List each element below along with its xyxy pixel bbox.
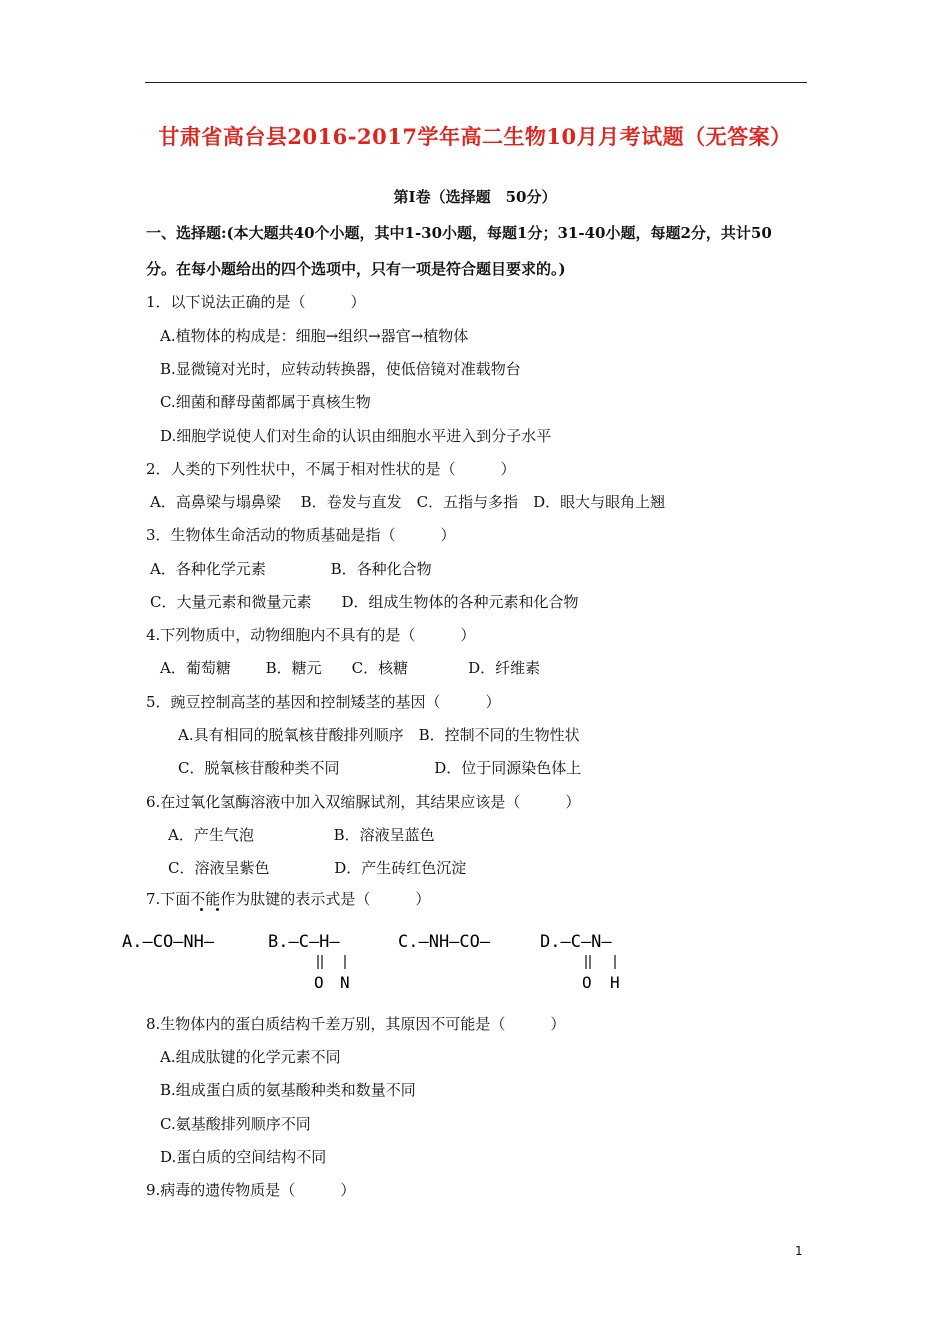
question-7-stem: 7.下面不能作为肽键的表示式是（ ） xyxy=(146,890,431,908)
formula-b-nitrogen: N xyxy=(340,973,350,992)
question-8-option-a: A.组成肽键的化学元素不同 xyxy=(160,1048,341,1066)
formula-d-hydrogen: H xyxy=(610,973,620,992)
formula-option-a: A.—CO—NH— xyxy=(122,932,215,952)
question-3-options-row-2: C．大量元素和微量元素 D．组成生物体的各种元素和化合物 xyxy=(150,593,579,611)
question-1-option-c: C.细菌和酵母菌都属于真核生物 xyxy=(160,393,371,411)
question-1-option-d: D.细胞学说使人们对生命的认识由细胞水平进入到分子水平 xyxy=(160,427,552,445)
formula-option-d: D.—C—N— xyxy=(540,932,612,952)
instructions-line-1: 一、选择题:(本大题共40个小题，其中1-30小题，每题1分；31-40小题，每题2分，共计50 xyxy=(146,224,772,242)
question-8-stem: 8.生物体内的蛋白质结构千差万别，其原因不可能是（ ） xyxy=(146,1015,566,1033)
question-6-options-row-2: C．溶液呈紫色 D．产生砖红色沉淀 xyxy=(168,859,467,877)
formula-b-oxygen: O xyxy=(314,973,324,992)
page-number: 1 xyxy=(795,1244,803,1258)
question-8-option-c: C.氨基酸排列顺序不同 xyxy=(160,1115,311,1133)
emphasis-dot xyxy=(200,908,203,911)
question-6-options-row-1: A．产生气泡 B．溶液呈蓝色 xyxy=(168,826,435,844)
question-4-stem: 4.下列物质中，动物细胞内不具有的是（ ） xyxy=(146,626,476,644)
question-2-options: A．高鼻梁与塌鼻梁 B．卷发与直发 C．五指与多指 D．眼大与眼角上翘 xyxy=(150,493,666,511)
question-3-stem: 3．生物体生命活动的物质基础是指（ ） xyxy=(146,526,456,544)
question-1-option-a: A.植物体的构成是：细胞→组织→器官→植物体 xyxy=(160,327,469,345)
emphasis-dot xyxy=(216,908,219,911)
formula-option-c: C.—NH—CO— xyxy=(398,932,491,952)
question-8-option-d: D.蛋白质的空间结构不同 xyxy=(160,1148,327,1166)
question-1-stem: 1．以下说法正确的是（ ） xyxy=(146,293,366,311)
instructions-line-2: 分。在每小题给出的四个选项中，只有一项是符合题目要求的。) xyxy=(146,260,566,278)
question-5-options-row-2: C．脱氧核苷酸种类不同 D．位于同源染色体上 xyxy=(178,759,582,777)
exam-title: 甘肃省高台县2016-2017学年高二生物10月月考试题（无答案） xyxy=(158,124,792,149)
formula-d-oxygen: O xyxy=(582,973,592,992)
question-3-options-row-1: A．各种化学元素 B．各种化合物 xyxy=(150,560,432,578)
question-1-option-b: B.显微镜对光时，应转动转换器，使低倍镜对准载物台 xyxy=(160,360,521,378)
header-rule xyxy=(145,82,807,83)
question-9-stem: 9.病毒的遗传物质是（ ） xyxy=(146,1181,356,1199)
question-6-stem: 6.在过氧化氢酶溶液中加入双缩脲试剂，其结果应该是（ ） xyxy=(146,793,581,811)
formula-option-b: B.—C—H— xyxy=(268,932,340,952)
question-5-options-row-1: A.具有相同的脱氧核苷酸排列顺序 B．控制不同的生物性状 xyxy=(178,726,580,744)
section-heading: 第Ⅰ卷（选择题 50分） xyxy=(393,188,557,206)
peptide-bond-formulas xyxy=(120,925,640,995)
question-5-stem: 5．豌豆控制高茎的基因和控制矮茎的基因（ ） xyxy=(146,693,501,711)
question-4-options: A．葡萄糖 B．糖元 C．核糖 D．纤维素 xyxy=(160,659,541,677)
question-8-option-b: B.组成蛋白质的氨基酸种类和数量不同 xyxy=(160,1081,416,1099)
question-2-stem: 2．人类的下列性状中，不属于相对性状的是（ ） xyxy=(146,460,516,478)
